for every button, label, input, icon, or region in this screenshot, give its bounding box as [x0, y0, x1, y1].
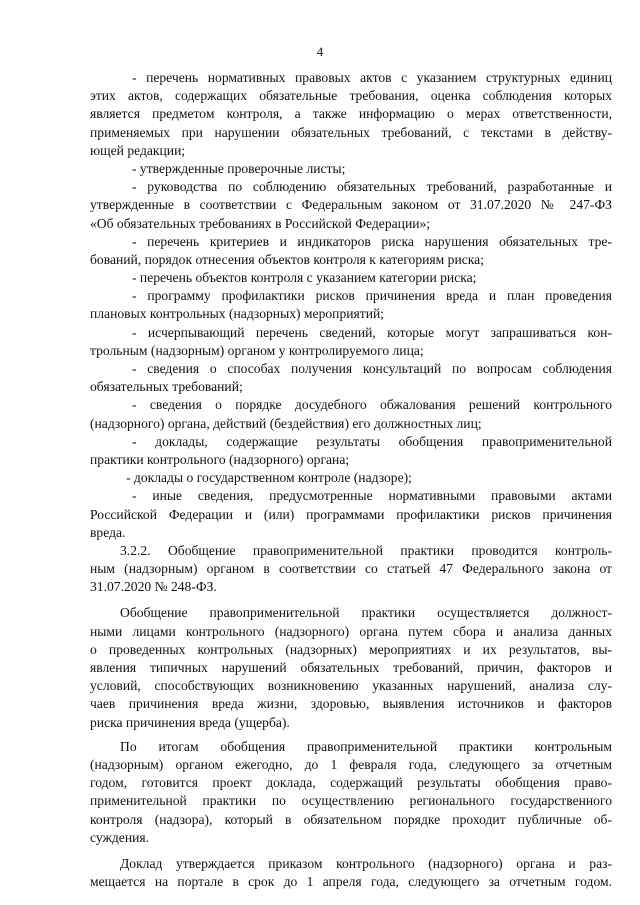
text-line: суждения.	[90, 829, 150, 845]
text-line: ющей редакции;	[90, 142, 186, 158]
text-line: о проведенных контрольных (надзорных) мероприятиях и их результатов, вы-	[90, 641, 612, 657]
text-line: - доклады о государственном контроле (надзоре);	[126, 470, 412, 486]
text-line: - перечень объектов контроля с указанием категории риска;	[132, 270, 477, 286]
text-line: годом, готовится проект доклада, содержащий результаты обобщения право-	[90, 775, 612, 791]
text-line: применительной практики по осуществлению регионального государственного	[90, 793, 612, 809]
text-line: - утвержденные проверочные листы;	[132, 160, 346, 176]
text-line: практики контрольного (надзорного) органа;	[90, 451, 350, 467]
text-line: - сведения о способах получения консультаций по вопросам соблюдения	[132, 361, 612, 376]
text-line: - программу профилактики рисков причинения вреда и план проведения	[132, 288, 612, 304]
text-line: контроля (надзора), который в обязательном порядке проходит публичные об-	[90, 811, 612, 827]
text-line: риска причинения вреда (ущерба).	[90, 714, 290, 730]
text-line: мещается на портале в срок до 1 апреля года, следующего за отчетным годом.	[90, 874, 612, 890]
text-line: обязательных требований;	[90, 379, 243, 395]
text-line: - сведения о порядке досудебного обжалования решений контрольного	[132, 397, 612, 413]
text-line: - перечень критериев и индикаторов риска нарушения обязательных тре-	[132, 233, 612, 249]
document-body	[90, 69, 612, 891]
text-line: утвержденные в соответствии с Федеральным законом от 31.07.2020 № 247-ФЗ	[90, 197, 612, 213]
text-line: плановых контрольных (надзорных) мероприятий;	[90, 306, 385, 322]
text-line: (надзорным) органом ежегодно, до 1 февраля года, следующего за отчетным	[90, 756, 612, 772]
text-line: - исчерпывающий перечень сведений, которые могут запрашиваться кон-	[132, 324, 612, 340]
text-line: бований, порядок отнесения объектов контроля к категориям риска;	[90, 251, 484, 267]
text-line: - иные сведения, предусмотренные нормативными правовыми актами	[132, 488, 612, 504]
text-line: Российской Федерации и (или) программами профилактики рисков причинения	[90, 506, 612, 522]
text-line: Доклад утверждается приказом контрольного (надзорного) органа и раз-	[120, 855, 612, 871]
text-line: 31.07.2020 № 248-ФЗ.	[90, 579, 217, 595]
text-line: - руководства по соблюдению обязательных требований, разработанные и	[132, 179, 612, 195]
text-line: этих актов, содержащих обязательные требования, оценка соблюдения которых	[90, 88, 612, 104]
text-line: трольным (надзорным) органом у контролируемого лица;	[90, 342, 424, 358]
text-line: (надзорного) органа, действий (бездействия) его должностных лиц;	[90, 415, 482, 431]
page-number: 4	[316, 44, 324, 59]
text-line: условий, способствующих возникновению указанных нарушений, анализа слу-	[90, 678, 612, 694]
text-line: Обобщение правоприменительной практики осуществляется должност-	[120, 605, 612, 621]
text-line: - перечень нормативных правовых актов с указанием структурных единиц	[132, 70, 612, 85]
text-line: явления типичных нарушений обязательных требований, причин, факторов и	[90, 660, 612, 675]
text-line: применяемых при нарушении обязательных требований, с текстами в действу-	[90, 124, 612, 140]
text-line: вреда.	[90, 524, 126, 540]
text-line: ным (надзорным) органом в соответствии со статьей 47 Федерального закона от	[90, 561, 612, 577]
text-line: чаев причинения вреда жизни, здоровью, выявления источников и факторов	[90, 696, 612, 712]
text-line: «Об обязательных требованиях в Российской Федерации»;	[90, 215, 431, 231]
text-line: является предметом контроля, а также информацию о мерах ответственности,	[90, 106, 612, 122]
text-line: По итогам обобщения правоприменительной практики контрольным	[120, 738, 612, 754]
text-line: 3.2.2. Обобщение правоприменительной практики проводится контроль-	[120, 542, 612, 558]
text-line: ными лицами контрольного (надзорного) органа путем сбора и анализа данных	[90, 623, 612, 639]
text-line: - доклады, содержащие результаты обобщения правоприменительной	[132, 433, 612, 449]
